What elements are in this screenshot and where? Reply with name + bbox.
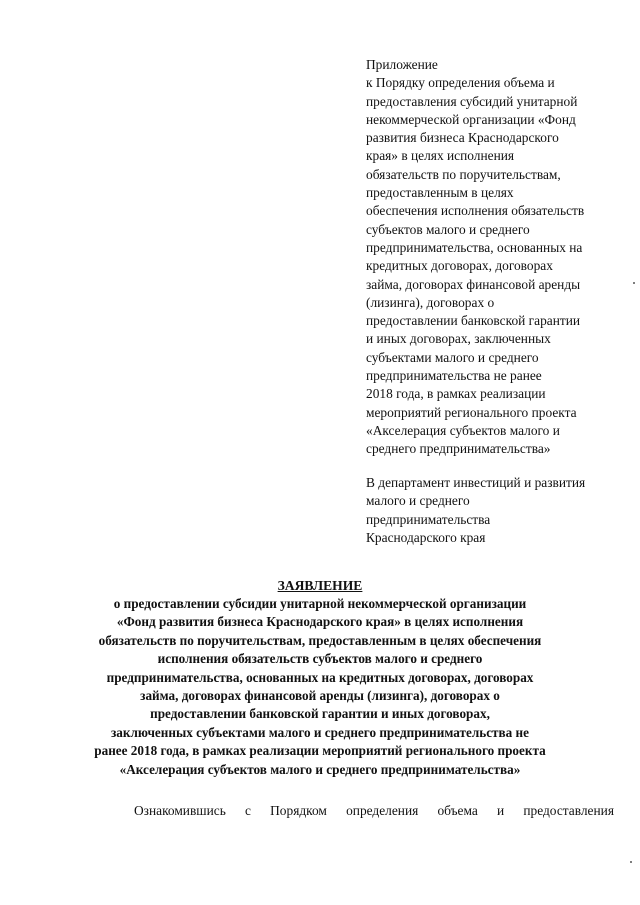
appendix-line: мероприятий регионального проекта bbox=[366, 404, 577, 420]
appendix-line: 2018 года, в рамках реализации bbox=[366, 386, 546, 402]
appendix-line: обеспечения исполнения обязательств bbox=[366, 203, 585, 219]
addressee-line: Краснодарского края bbox=[366, 529, 486, 545]
appendix-line: и иных договорах, заключенных bbox=[366, 331, 551, 347]
appendix-line: предпринимательства не ранее bbox=[366, 368, 542, 384]
appendix-line: предпринимательства, основанных на bbox=[366, 239, 583, 255]
appendix-line: края» в целях исполнения bbox=[366, 148, 515, 164]
appendix-line: предоставления субсидий унитарной bbox=[366, 93, 578, 109]
appendix-line: субъектами малого и среднего bbox=[366, 349, 539, 365]
appendix-line: предоставленным в целях bbox=[366, 185, 514, 201]
heading-line: о предоставлении субсидии унитарной некоммерческой организации bbox=[113, 596, 527, 611]
appendix-line: развития бизнеса Краснодарского bbox=[366, 130, 559, 146]
addressee-block bbox=[366, 474, 634, 547]
addressee-line: предпринимательства bbox=[366, 511, 491, 527]
heading-line: предпринимательства, основанных на кредитных договорах, договорах bbox=[106, 669, 534, 685]
heading-line: заключенных субъектами малого и среднего предпринимательства не bbox=[111, 724, 529, 740]
appendix-line: (лизинга), договорах о bbox=[366, 294, 495, 310]
appendix-line: предоставлении банковской гарантии bbox=[366, 313, 581, 329]
addressee-line: В департамент инвестиций и развития bbox=[366, 475, 586, 490]
heading-line: «Акселерация субъектов малого и среднего предпринимательства» bbox=[119, 761, 521, 777]
heading-line: предоставлении банковской гарантии и иных договорах, bbox=[150, 706, 490, 722]
statement-title: ЗАЯВЛЕНИЕ bbox=[277, 578, 363, 593]
appendix-block bbox=[366, 56, 634, 459]
appendix-line: субъектов малого и среднего bbox=[366, 221, 530, 237]
appendix-line: обязательств по поручительствам, bbox=[366, 166, 561, 182]
addressee-line: малого и среднего bbox=[366, 493, 470, 509]
appendix-line: Приложение bbox=[366, 57, 438, 72]
appendix-line: «Акселерация субъектов малого и bbox=[366, 422, 560, 438]
scan-speck bbox=[633, 282, 635, 284]
appendix-line: некоммерческой организации «Фонд bbox=[366, 111, 576, 127]
appendix-line: займа, договорах финансовой аренды bbox=[366, 276, 581, 292]
appendix-line: к Порядку определения объема и bbox=[366, 75, 555, 91]
heading-line: «Фонд развития бизнеса Краснодарского края» в целях исполнения bbox=[116, 614, 524, 630]
heading-line: займа, договорах финансовой аренды (лизинга), договорах о bbox=[140, 688, 500, 704]
heading-line: исполнения обязательств субъектов малого и среднего bbox=[157, 651, 483, 667]
appendix-line: среднего предпринимательства» bbox=[366, 441, 551, 457]
appendix-line: кредитных договорах, договорах bbox=[366, 258, 553, 274]
heading-line: обязательств по поручительствам, предоставленным в целях обеспечения bbox=[98, 632, 542, 648]
heading-line: ранее 2018 года, в рамках реализации мероприятий регионального проекта bbox=[94, 743, 546, 759]
statement-heading bbox=[0, 595, 640, 779]
body-paragraph-start: Ознакомившись с Порядком определения объема и предоставления bbox=[134, 803, 614, 818]
scan-speck bbox=[630, 861, 632, 863]
